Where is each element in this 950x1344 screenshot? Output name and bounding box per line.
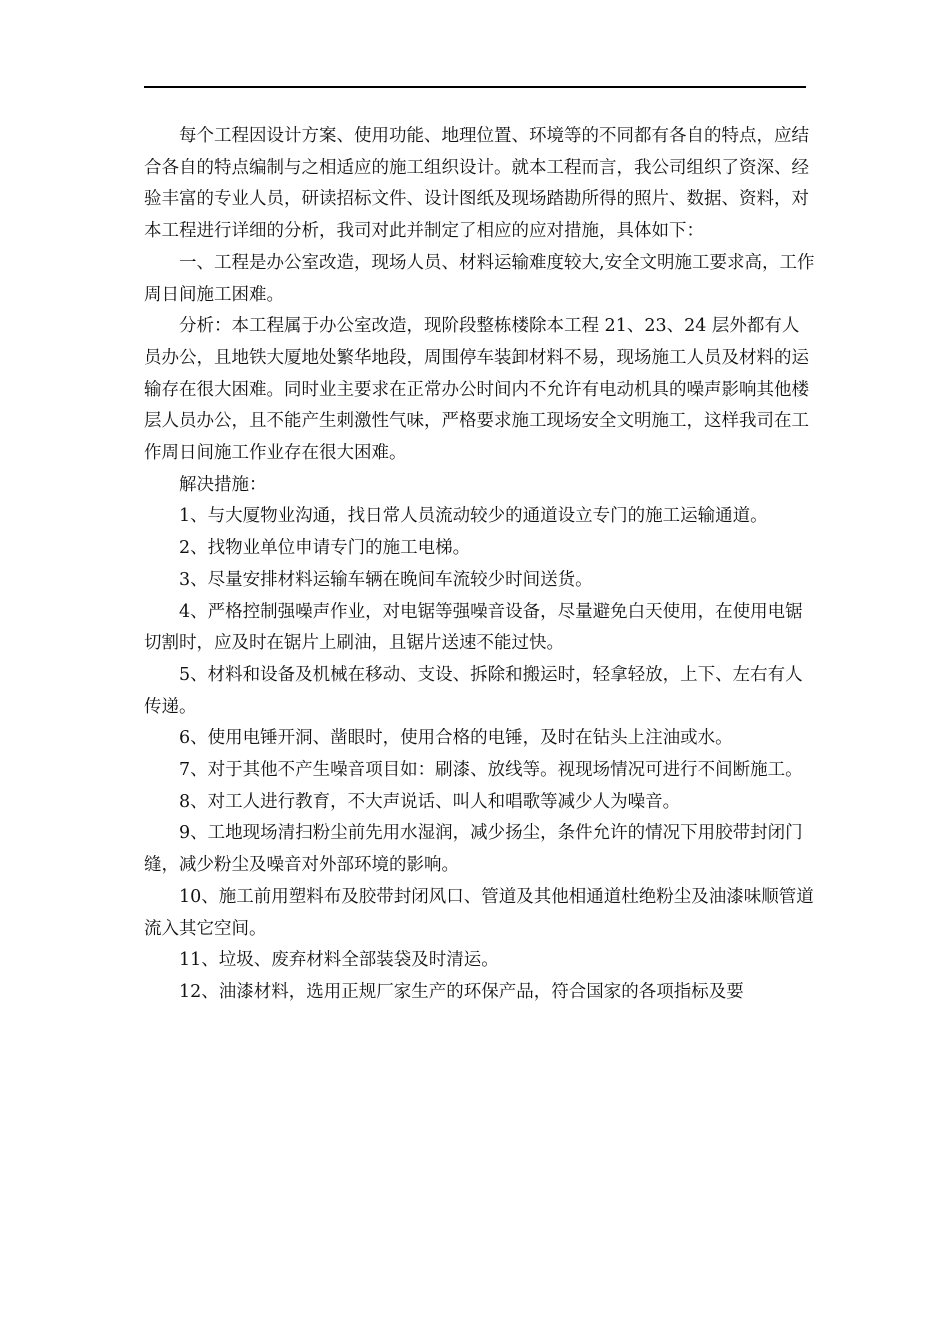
paragraph-measure-1: 1、与大厦物业沟通，找日常人员流动较少的通道设立专门的施工运输通道。 (179, 506, 768, 527)
paragraph-intro: 每个工程因设计方案、使用功能、地理位置、环境等的不同都有各自的特点，应结合各自的特点编制与之相适应的施工组织设计。就本工程而言，我公司组织了资深、经验丰富的专业人员，研读招标文件、设计图纸及现场踏勘所得的照片、数据、资料，对本工程进行详细的分析，我司对此并制定了相应的应对措施，具体如下： (144, 126, 809, 242)
paragraph-measure-10: 10、施工前用塑料布及胶带封闭风口、管道及其他相通道杜绝粉尘及油漆味顺管道流入其它空间。 (144, 886, 814, 939)
paragraph-measure-2: 2、找物业单位申请专门的施工电梯。 (179, 538, 471, 559)
paragraph-measure-3: 3、尽量安排材料运输车辆在晚间车流较少时间送货。 (179, 569, 593, 590)
paragraph-measure-6: 6、使用电锤开洞、凿眼时，使用合格的电锤，及时在钻头上注油或水。 (179, 728, 733, 749)
paragraph-measure-8: 8、对工人进行教育，不大声说话、叫人和唱歌等减少人为噪音。 (179, 791, 681, 812)
paragraph-measure-9: 9、工地现场清扫粉尘前先用水湿润，减少扬尘，条件允许的情况下用胶带封闭门缝，减少粉尘及噪音对外部环境的影响。 (144, 823, 803, 876)
paragraph-solutions-heading: 解决措施： (179, 474, 267, 495)
header-rule (144, 86, 806, 88)
paragraph-measure-4: 4、严格控制强噪声作业，对电锯等强噪音设备，尽量避免白天使用，在使用电锯切割时，应及时在锯片上刷油，且锯片送速不能过快。 (144, 601, 803, 654)
paragraph-analysis: 分析：本工程属于办公室改造，现阶段整栋楼除本工程 21、23、24 层外都有人员办公，且地铁大厦地处繁华地段，周围停车装卸材料不易，现场施工人员及材料的运输存在很大困难。同时业主要求在正常办公时间内不允许有电动机具的噪声影响其他楼层人员办公，且不能产生刺激性气味，严格要求施工现场安全文明施工，这样我司在工作周日间施工作业存在很大困难。 (144, 316, 809, 464)
paragraph-measure-5: 5、材料和设备及机械在移动、支设、拆除和搬运时，轻拿轻放，上下、左右有人传递。 (144, 664, 803, 717)
paragraph-measure-12: 12、油漆材料，选用正规厂家生产的环保产品，符合国家的各项指标及要 (179, 981, 744, 1002)
document-body (144, 121, 816, 1009)
paragraph-issue-1: 一、工程是办公室改造，现场人员、材料运输难度较大,安全文明施工要求高，工作周日间施工困难。 (144, 252, 815, 305)
paragraph-measure-7: 7、对于其他不产生噪音项目如：刷漆、放线等。视现场情况可进行不间断施工。 (179, 760, 803, 781)
paragraph-measure-11: 11、垃圾、废弃材料全部装袋及时清运。 (179, 950, 499, 971)
